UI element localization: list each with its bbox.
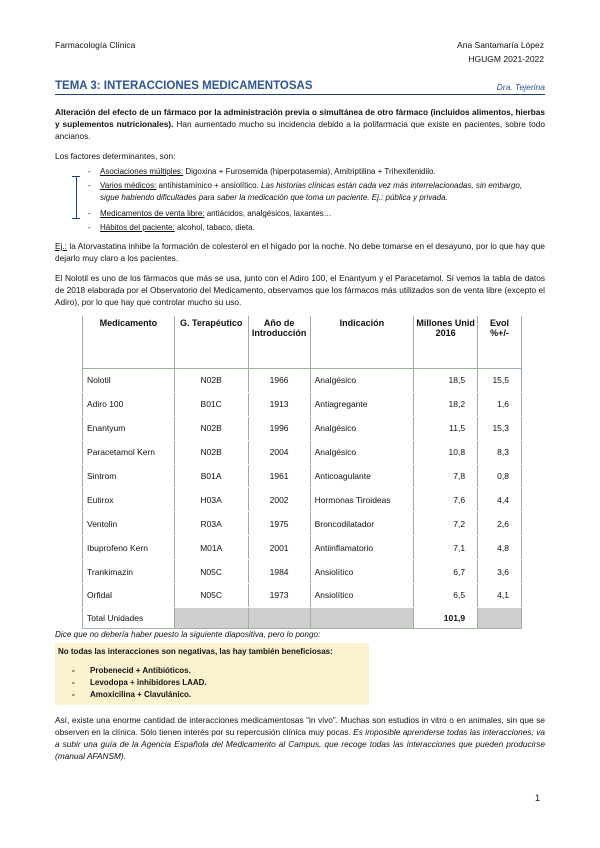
table-cell: 3,6: [478, 560, 522, 584]
table-cell: Orfidal: [83, 584, 175, 608]
table-cell: Nolotil: [83, 369, 175, 393]
column-header: Año de Introducción: [248, 316, 310, 369]
list-item: - Asociaciones múltiples: Digoxina + Furosemida (hiperpotasemia), Amitriptilina + Trihexifenidilo.: [88, 167, 436, 176]
beneficial-interactions-box: No todas las interacciones son negativas, las hay también beneficiosas: - Probenecid + Antibióticos. - Levodopa + inhibidores LAAD. - Amoxicilina + Clavulánico.: [55, 643, 369, 705]
medication-table: [82, 316, 522, 629]
table-cell: 1975: [248, 512, 310, 536]
table-row: [83, 392, 522, 416]
table-row: [83, 440, 522, 464]
box-title: No todas las interacciones son negativas, las hay también beneficiosas:: [58, 647, 333, 656]
column-header: Millones Unid 2016: [414, 316, 478, 369]
table-cell: Anticoagulante: [310, 464, 414, 488]
factors-intro: Los factores determinantes, son:: [55, 151, 176, 161]
column-header: Indicación: [310, 316, 414, 369]
list-item: - Varios médicos: antihistamínico + ansiolítico. Las historias clínicas están cada vez más interrelacionadas, sin embargo, sigue habiendo dificultades para saber la medicación que toma un paciente. Ej.: pública y privada.: [88, 181, 523, 202]
table-header-row: [83, 316, 522, 369]
table-cell: 15,3: [478, 416, 522, 440]
table-cell: 8,3: [478, 440, 522, 464]
header-author: Ana Santamaría López: [457, 40, 544, 50]
table-cell: Antiagregante: [310, 392, 414, 416]
table-cell: Ibuprofeno Kern: [83, 536, 175, 560]
table-cell: N05C: [174, 560, 248, 584]
table-row: [83, 512, 522, 536]
table-cell: Hormonas Tiroideas: [310, 488, 414, 512]
table-cell: N02B: [174, 369, 248, 393]
table-cell: 2004: [248, 440, 310, 464]
list-item: - Medicamentos de venta libre: antiácidos, analgésicos, laxantes…: [88, 209, 332, 218]
table-cell: 1,6: [478, 392, 522, 416]
table-row: [83, 488, 522, 512]
table-cell: 11,5: [414, 416, 478, 440]
column-header: Evol %+/-: [478, 316, 522, 369]
table-cell: R03A: [174, 512, 248, 536]
table-cell: 2002: [248, 488, 310, 512]
table-row: [83, 416, 522, 440]
table-cell: Enantyum: [83, 416, 175, 440]
table-cell: 1973: [248, 584, 310, 608]
total-value: 101,9: [414, 607, 478, 628]
page-title: TEMA 3: INTERACCIONES MEDICAMENTOSAS: [55, 80, 313, 92]
table-row: [83, 536, 522, 560]
table-cell: Adiro 100: [83, 392, 175, 416]
table-row: [83, 560, 522, 584]
table-cell: Ansiolítico: [310, 560, 414, 584]
closing-paragraph: Así, existe una enorme cantidad de interacciones medicamentosas “in vivo”. Muchas son estudios in vitro o en animales, sin que se observen en la clínica. Sólo tienen interés por su repercusión clínica muy pocas. Es imposible aprenderse todas las interacciones; va a subir una guía de la Agencia Española del Medicamento al Campus, que recoge todas las interacciones que pueden producirse (manual AFANSM).: [55, 715, 545, 761]
table-cell: 7,6: [414, 488, 478, 512]
table-cell: 4,8: [478, 536, 522, 560]
table-cell: M01A: [174, 536, 248, 560]
table-cell: 2,6: [478, 512, 522, 536]
example-paragraph: Ej.: la Atorvastatina inhibe la formación de colesterol en el hígado por la noche. No debe tomarse en el desayuno, por lo que hay que dejarlo muy claro a los pacientes.: [55, 241, 545, 263]
column-header: Medicamento: [83, 316, 175, 369]
table-row: [83, 464, 522, 488]
bracket-tick: [72, 218, 80, 219]
table-cell: 4,1: [478, 584, 522, 608]
table-cell: Paracetamol Kern: [83, 440, 175, 464]
table-total-row: [83, 607, 522, 628]
table-cell: Ansiolítico: [310, 584, 414, 608]
intro-rest: Han aumentado mucho su incidencia debido a la polifarmacia que existe en pacientes, sobre todo ancianos.: [55, 119, 545, 141]
table-cell: 7,1: [414, 536, 478, 560]
table-cell: 7,2: [414, 512, 478, 536]
table-cell: 1913: [248, 392, 310, 416]
header-hospital: HGUGM 2021-2022: [468, 54, 544, 64]
table-cell: Ventolin: [83, 512, 175, 536]
nolotil-paragraph: El Nolotil es uno de los fármacos que más se usa, junto con el Adiro 100, el Enantyum y el Paracetamol. Si vemos la tabla de datos de 2018 elaborada por el Observatorio del Medicamento, observamos que los fármacos más utilizados son de venta libre (excepto el Adiro), por lo que hay que controlar mucho su uso.: [55, 273, 545, 307]
table-cell: 10,8: [414, 440, 478, 464]
table-cell: 18,5: [414, 369, 478, 393]
list-item: - Hábitos del paciente: alcohol, tabaco, dieta.: [88, 223, 255, 232]
table-cell: 4,4: [478, 488, 522, 512]
table-cell: Trankimazin: [83, 560, 175, 584]
table-cell: N05C: [174, 584, 248, 608]
table-cell: Analgésico: [310, 416, 414, 440]
intro-definition: Alteración del efecto de un fármaco por la administración previa o simultánea de otro fármaco (incluidos alimentos, hierbas y suplementos nutricionales).: [55, 107, 545, 129]
intro-paragraph: [55, 106, 545, 142]
table-cell: N02B: [174, 416, 248, 440]
page-number: 1: [535, 793, 541, 803]
empty-cell: [174, 607, 248, 628]
lecturer: Dra. Tejerina: [496, 82, 545, 92]
table-cell: 6,5: [414, 584, 478, 608]
table-cell: 2001: [248, 536, 310, 560]
table-cell: Antiinflamatorio: [310, 536, 414, 560]
list-item: Probenecid + Antibióticos.: [90, 666, 191, 675]
empty-cell: [248, 607, 310, 628]
table-cell: 1961: [248, 464, 310, 488]
empty-cell: [478, 607, 522, 628]
table-cell: 7,8: [414, 464, 478, 488]
table-cell: Analgésico: [310, 440, 414, 464]
page-title-bar: [55, 80, 545, 95]
table-cell: B01A: [174, 464, 248, 488]
bracket-tick: [72, 176, 80, 177]
list-item: Amoxicilina + Clavulánico.: [90, 690, 192, 699]
table-cell: 1996: [248, 416, 310, 440]
table-cell: Broncodilatador: [310, 512, 414, 536]
teacher-note: Dice que no debería haber puesto la siguiente diapositiva, pero lo pongo:: [55, 630, 321, 639]
header-course: Farmacología Clínica: [55, 40, 136, 50]
list-item: Levodopa + inhibidores LAAD.: [90, 678, 207, 687]
table-cell: Analgésico: [310, 369, 414, 393]
total-label: Total Unidades: [83, 607, 175, 628]
bracket-decoration: [76, 176, 83, 218]
table-cell: 15,5: [478, 369, 522, 393]
table-cell: N02B: [174, 440, 248, 464]
table-row: [83, 369, 522, 393]
table-cell: 1966: [248, 369, 310, 393]
table-cell: H03A: [174, 488, 248, 512]
table-cell: B01C: [174, 392, 248, 416]
empty-cell: [310, 607, 414, 628]
table-cell: 6,7: [414, 560, 478, 584]
table-row: [83, 584, 522, 608]
table-cell: Eutirox: [83, 488, 175, 512]
table-cell: 18,2: [414, 392, 478, 416]
table-cell: 0,8: [478, 464, 522, 488]
table-cell: 1984: [248, 560, 310, 584]
table-cell: Sintrom: [83, 464, 175, 488]
column-header: G. Terapéutico: [174, 316, 248, 369]
